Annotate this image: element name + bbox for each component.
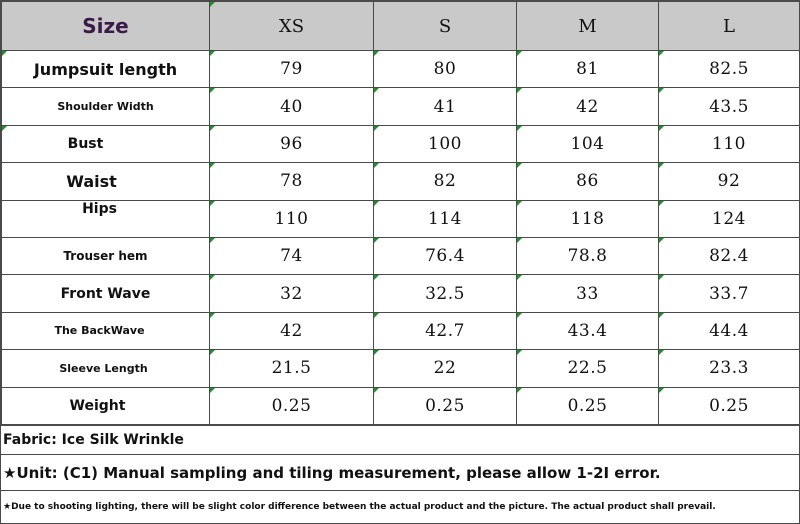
table-cell: 22.5	[517, 350, 659, 387]
row-label-trouser-hem: Trouser hem	[2, 237, 210, 274]
table-cell: 81	[517, 51, 659, 88]
table-cell: 33	[517, 275, 659, 312]
table-row	[2, 51, 800, 88]
table-row	[2, 350, 800, 387]
row-label-jumpsuit-length: Jumpsuit length	[2, 51, 210, 88]
table-row	[2, 200, 800, 237]
row-label-sleeve-length: Sleeve Length	[2, 350, 210, 387]
table-cell: 78	[210, 163, 374, 200]
table-cell: 40	[210, 88, 374, 125]
table-cell: 86	[517, 163, 659, 200]
table-cell: 114	[374, 200, 517, 237]
table-row	[2, 237, 800, 274]
table-cell: 82.4	[659, 237, 800, 274]
table-cell: 21.5	[210, 350, 374, 387]
size-table	[1, 1, 800, 425]
unit-note: ★Unit: (C1) Manual sampling and tiling measurement, please allow 1-2I error.	[1, 454, 799, 490]
size-header: Size	[2, 2, 210, 51]
table-row	[2, 275, 800, 312]
row-label-shoulder-width: Shoulder Width	[2, 88, 210, 125]
table-cell: 80	[374, 51, 517, 88]
row-label-back-wave: The BackWave	[2, 312, 210, 349]
table-cell: 74	[210, 237, 374, 274]
table-cell: 82	[374, 163, 517, 200]
size-l-header: L	[659, 2, 800, 51]
disclaimer-note: ★Due to shooting lighting, there will be slight color difference between the actual product and the picture. The actual product shall prevail.	[1, 490, 799, 523]
row-label-waist: Waist	[2, 163, 210, 200]
table-cell: 92	[659, 163, 800, 200]
header-row	[2, 2, 800, 51]
table-cell: 100	[374, 125, 517, 162]
table-row	[2, 312, 800, 349]
table-cell: 0.25	[210, 387, 374, 424]
table-cell: 0.25	[374, 387, 517, 424]
size-s-header: S	[374, 2, 517, 51]
table-row	[2, 163, 800, 200]
row-label-front-wave: Front Wave	[2, 275, 210, 312]
table-cell: 33.7	[659, 275, 800, 312]
table-row	[2, 125, 800, 162]
table-cell: 79	[210, 51, 374, 88]
table-cell: 22	[374, 350, 517, 387]
table-cell: 82.5	[659, 51, 800, 88]
table-cell: 0.25	[517, 387, 659, 424]
size-xs-header: XS	[210, 2, 374, 51]
fabric-note: Fabric: Ice Silk Wrinkle	[1, 425, 799, 454]
table-cell: 110	[659, 125, 800, 162]
table-cell: 0.25	[659, 387, 800, 424]
table-row	[2, 88, 800, 125]
table-cell: 42.7	[374, 312, 517, 349]
table-cell: 32	[210, 275, 374, 312]
row-label-bust: Bust	[2, 125, 210, 162]
row-label-weight: Weight	[2, 387, 210, 424]
table-cell: 23.3	[659, 350, 800, 387]
table-cell: 110	[210, 200, 374, 237]
table-cell: 96	[210, 125, 374, 162]
table-cell: 43.5	[659, 88, 800, 125]
size-m-header: M	[517, 2, 659, 51]
table-cell: 42	[517, 88, 659, 125]
table-cell: 124	[659, 200, 800, 237]
table-row	[2, 387, 800, 424]
row-label-hips: Hips	[2, 200, 210, 237]
table-cell: 41	[374, 88, 517, 125]
table-cell: 76.4	[374, 237, 517, 274]
table-cell: 78.8	[517, 237, 659, 274]
table-cell: 43.4	[517, 312, 659, 349]
table-cell: 104	[517, 125, 659, 162]
table-cell: 42	[210, 312, 374, 349]
table-cell: 118	[517, 200, 659, 237]
table-cell: 32.5	[374, 275, 517, 312]
table-cell: 44.4	[659, 312, 800, 349]
